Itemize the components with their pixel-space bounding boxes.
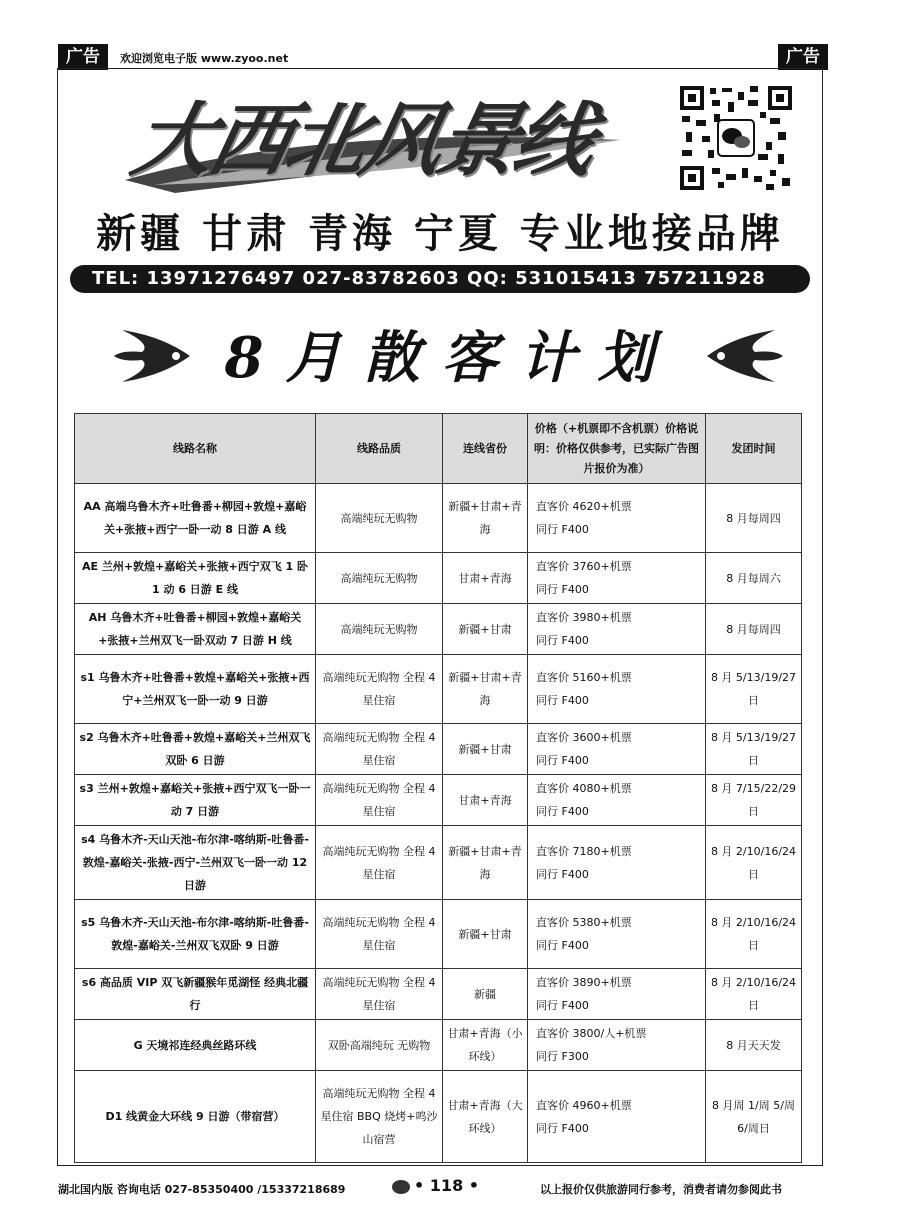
route-departure: 8 月 2/10/16/24 日 <box>706 826 802 900</box>
trade-price: 同行 F300 <box>536 1050 589 1063</box>
route-departure: 8 月 5/13/19/27 日 <box>706 724 802 775</box>
direct-price: 直客价 4960+机票 <box>536 1098 632 1112</box>
route-name: AE 兰州+敦煌+嘉峪关+张掖+西宁双飞 1 卧 1 动 6 日游 E 线 <box>75 553 316 604</box>
route-departure: 8 月每周四 <box>706 604 802 655</box>
ornament-left-icon <box>112 326 192 386</box>
table-row <box>75 1071 802 1163</box>
plan-title: 8月散客计划 <box>224 325 676 391</box>
table-row <box>75 900 802 969</box>
trade-price: 同行 F400 <box>536 939 589 952</box>
route-quality: 高端纯玩无购物 <box>316 484 443 553</box>
route-price <box>528 655 706 724</box>
direct-price: 直客价 4080+机票 <box>536 782 632 795</box>
route-name: AA 高端乌鲁木齐+吐鲁番+柳园+敦煌+嘉峪关+张掖+西宁一卧一动 8 日游 A 线 <box>75 484 316 553</box>
route-name: D1 线黄金大环线 9 日游（带宿营） <box>75 1071 316 1163</box>
website-notice[interactable]: 欢迎浏览电子版 www.zyoo.net <box>120 52 289 65</box>
trade-price: 同行 F400 <box>536 634 589 647</box>
route-provinces: 新疆+甘肃 <box>443 724 528 775</box>
logo-text: 大西北风景线 <box>125 93 601 187</box>
ornament-right-icon <box>705 326 785 386</box>
direct-price: 直客价 3980+机票 <box>536 611 632 624</box>
route-provinces: 新疆+甘肃 <box>443 900 528 969</box>
qr-code-icon[interactable] <box>678 84 794 192</box>
trade-price: 同行 F400 <box>536 523 589 536</box>
direct-price: 直客价 4620+机票 <box>536 500 632 513</box>
trade-price: 同行 F400 <box>536 754 589 767</box>
page-number <box>392 1176 479 1195</box>
route-quality: 高端纯玩无购物 全程 4 星住宿 <box>316 969 443 1020</box>
direct-price: 直客价 5380+机票 <box>536 916 632 929</box>
route-name: s1 乌鲁木齐+吐鲁番+敦煌+嘉峪关+张掖+西宁+兰州双飞一卧一动 9 日游 <box>75 655 316 724</box>
trade-price: 同行 F400 <box>536 583 589 596</box>
route-departure: 8 月天天发 <box>706 1020 802 1071</box>
route-name: AH 乌鲁木齐+吐鲁番+柳园+敦煌+嘉峪关+张掖+兰州双飞一卧双动 7 日游 H 线 <box>75 604 316 655</box>
route-departure: 8 月 2/10/16/24 日 <box>706 900 802 969</box>
direct-price: 直客价 3800/人+机票 <box>536 1027 647 1040</box>
route-departure: 8 月 2/10/16/24 日 <box>706 969 802 1020</box>
route-quality: 高端纯玩无购物 全程 4 星住宿 <box>316 900 443 969</box>
route-price <box>528 484 706 553</box>
page-number-text: • 118 • <box>414 1176 479 1195</box>
route-departure: 8 月每周六 <box>706 553 802 604</box>
ad-tag-right: 广告 <box>778 44 828 70</box>
route-departure: 8 月周 1/周 5/周 6/周日 <box>706 1071 802 1163</box>
route-quality: 高端纯玩无购物 全程 4 星住宿 <box>316 655 443 724</box>
route-name: s2 乌鲁木齐+吐鲁番+敦煌+嘉峪关+兰州双飞双卧 6 日游 <box>75 724 316 775</box>
trade-price: 同行 F400 <box>536 694 589 707</box>
route-provinces: 甘肃+青海（大环线） <box>443 1071 528 1163</box>
route-price <box>528 724 706 775</box>
route-name: s4 乌鲁木齐-天山天池-布尔津-喀纳斯-吐鲁番-敦煌-嘉峪关-张掖-西宁-兰州双飞一卧一动 12 日游 <box>75 826 316 900</box>
route-provinces: 新疆+甘肃+青海 <box>443 484 528 553</box>
route-price <box>528 826 706 900</box>
headline: 新疆 甘肃 青海 宁夏 专业地接品牌 <box>96 211 784 257</box>
route-name: G 天境祁连经典丝路环线 <box>75 1020 316 1071</box>
col-header-quality: 线路品质 <box>316 414 443 484</box>
table-row <box>75 775 802 826</box>
route-provinces: 新疆+甘肃+青海 <box>443 655 528 724</box>
route-quality: 高端纯玩无购物 全程 4 星住宿 <box>316 826 443 900</box>
table-row <box>75 553 802 604</box>
route-price <box>528 604 706 655</box>
route-departure: 8 月 7/15/22/29 日 <box>706 775 802 826</box>
route-provinces: 甘肃+青海 <box>443 553 528 604</box>
ad-tag-left: 广告 <box>58 44 108 70</box>
route-quality: 高端纯玩无购物 <box>316 604 443 655</box>
trade-price: 同行 F400 <box>536 1121 589 1135</box>
footer-disclaimer: 以上报价仅供旅游同行参考，消费者请勿参阅此书 <box>540 1183 782 1196</box>
trade-price: 同行 F400 <box>536 999 589 1012</box>
route-quality: 高端纯玩无购物 全程 4 星住宿 <box>316 724 443 775</box>
table-row <box>75 604 802 655</box>
route-provinces: 新疆+甘肃 <box>443 604 528 655</box>
trade-price: 同行 F400 <box>536 805 589 818</box>
route-price <box>528 775 706 826</box>
tour-table <box>74 413 802 1163</box>
direct-price: 直客价 5160+机票 <box>536 671 632 684</box>
route-price <box>528 1020 706 1071</box>
table-row <box>75 826 802 900</box>
route-price <box>528 553 706 604</box>
route-quality: 高端纯玩无购物 全程 4 星住宿 <box>316 775 443 826</box>
route-departure: 8 月每周四 <box>706 484 802 553</box>
direct-price: 直客价 7180+机票 <box>536 844 632 858</box>
direct-price: 直客价 3760+机票 <box>536 560 632 573</box>
table-row <box>75 1020 802 1071</box>
route-departure: 8 月 5/13/19/27 日 <box>706 655 802 724</box>
brand-logo <box>115 85 635 200</box>
trade-price: 同行 F400 <box>536 867 589 881</box>
route-quality: 高端纯玩无购物 全程 4 星住宿 BBQ 烧烤+鸣沙山宿营 <box>316 1071 443 1163</box>
table-row <box>75 724 802 775</box>
route-name: s5 乌鲁木齐-天山天池-布尔津-喀纳斯-吐鲁番-敦煌-嘉峪关-兰州双飞双卧 9 日游 <box>75 900 316 969</box>
table-row <box>75 969 802 1020</box>
route-provinces: 甘肃+青海（小环线） <box>443 1020 528 1071</box>
table-row <box>75 655 802 724</box>
route-provinces: 新疆 <box>443 969 528 1020</box>
col-header-price: 价格（+机票即不含机票）价格说明：价格仅供参考，已实际广告图片报价为准） <box>528 414 706 484</box>
contact-bar: TEL: 13971276497 027-83782603 QQ: 531015413 757211928 <box>70 265 810 293</box>
route-quality: 双卧高端纯玩 无购物 <box>316 1020 443 1071</box>
route-name: s3 兰州+敦煌+嘉峪关+张掖+西宁双飞一卧一动 7 日游 <box>75 775 316 826</box>
route-quality: 高端纯玩无购物 <box>316 553 443 604</box>
col-header-provinces: 连线省份 <box>443 414 528 484</box>
col-header-departure: 发团时间 <box>706 414 802 484</box>
table-row <box>75 484 802 553</box>
route-provinces: 新疆+甘肃+青海 <box>443 826 528 900</box>
page-logo-icon <box>392 1180 410 1194</box>
direct-price: 直客价 3890+机票 <box>536 976 632 989</box>
route-name: s6 高品质 VIP 双飞新疆猴年觅湖怪 经典北疆行 <box>75 969 316 1020</box>
footer-contact: 湖北国内版 咨询电话 027-85350400 /15337218689 <box>58 1183 346 1196</box>
route-price <box>528 1071 706 1163</box>
direct-price: 直客价 3600+机票 <box>536 731 632 744</box>
route-provinces: 甘肃+青海 <box>443 775 528 826</box>
route-price <box>528 969 706 1020</box>
col-header-route: 线路名称 <box>75 414 316 484</box>
route-price <box>528 900 706 969</box>
